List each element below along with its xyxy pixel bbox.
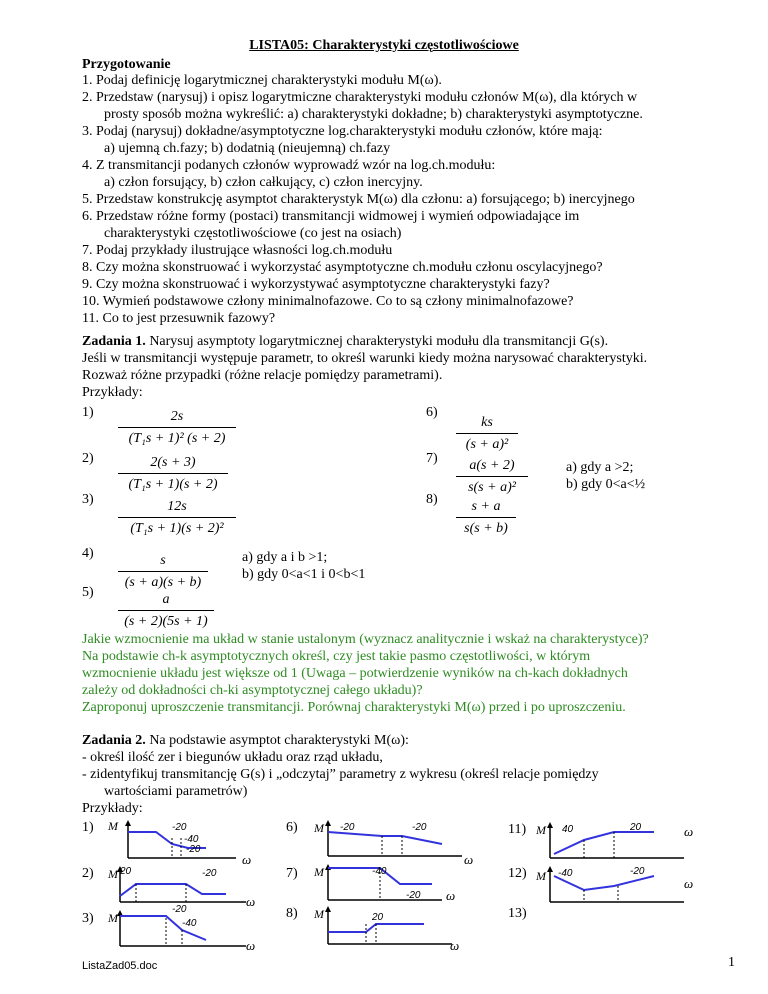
task1-intro-line — [82, 334, 608, 350]
example-7-numerator: a(s + 2) — [469, 458, 515, 473]
green-question-3: wzmocnienie układu jest większe od 1 (Uwaga – potwierdzenie wyników na ch-kach dokładnych — [82, 666, 628, 681]
prep-line-6b: charakterystyki częstotliwościowe (co jest na osiach) — [104, 226, 402, 241]
prep-line-8: 8. Czy można skonstruować i wykorzystać asymptotyczne ch.modułu członu oscylacyjnego? — [82, 260, 603, 275]
green-question-1: Jakie wzmocnienie ma układ w stanie ustalonym (wyznacz analitycznie i wskaż na charakterystyce)? — [82, 632, 649, 647]
graph-8-number: 8) — [286, 906, 298, 921]
graph-12-number: 12) — [508, 866, 527, 881]
graph-2 — [106, 860, 266, 910]
green-question-2: Na podstawie ch-k asymptotycznych określ, czy jest takie pasmo częstotliwości, w którym — [82, 649, 591, 664]
graph-3-number: 3) — [82, 911, 94, 926]
prep-line-1: 1. Podaj definicję logarytmicznej charakterystyki modułu M(ω). — [82, 73, 442, 88]
example-5-denominator: (s + 2)(5s + 1) — [124, 614, 208, 629]
example-5-number: 5) — [82, 585, 94, 600]
task2-heading: Zadania 2. — [82, 733, 146, 748]
graph-11-number: 11) — [508, 822, 527, 837]
example-7-condition-a: a) gdy a >2; — [566, 460, 634, 475]
graph-3-slope-2: -40 — [182, 918, 197, 929]
graph-8 — [312, 902, 482, 952]
graph-8-axis-y: M — [314, 907, 324, 921]
task1-line-1: Jeśli w transmitancji występuje parametr, to określ warunki kiedy można narysować charakterystyki. — [82, 351, 648, 366]
graph-6-axis-x: ω — [464, 852, 474, 867]
example-4-numerator: s — [160, 553, 166, 568]
graph-3-slope-1: -20 — [172, 904, 187, 915]
graph-6-number: 6) — [286, 820, 298, 835]
example-1-numerator: 2s — [170, 409, 184, 424]
example-7-condition-b: b) gdy 0<a<½ — [566, 477, 646, 492]
graph-2-axis-y: M — [108, 867, 118, 881]
task1-line-3: Przykłady: — [82, 385, 143, 400]
graph-2-slope-2: -20 — [202, 868, 217, 879]
graph-13-number: 13) — [508, 906, 527, 921]
page-number: 1 — [728, 955, 735, 970]
graph-2-number: 2) — [82, 866, 94, 881]
prep-line-3b: a) ujemną ch.fazy; b) dodatnią (nieujemną) ch.fazy — [104, 141, 391, 156]
example-2-numerator: 2(s + 3) — [150, 455, 196, 470]
graph-11-slope-1: 40 — [562, 824, 574, 835]
example-1-denominator: (T₁s + 1)² (s + 2) — [128, 431, 226, 446]
example-4-fraction — [118, 552, 208, 591]
graph-1-slope-2: -40 — [184, 834, 199, 845]
graph-1-axis-y: M — [108, 819, 118, 833]
graph-1-slope-3: -20 — [186, 844, 201, 855]
example-7-fraction — [456, 457, 528, 496]
graph-12 — [534, 860, 704, 910]
task2-intro-line — [82, 733, 409, 749]
graph-3-axis-y: M — [108, 911, 118, 925]
prep-heading: Przygotowanie — [82, 57, 171, 72]
graph-7-axis-y: M — [314, 865, 324, 879]
example-4-denominator: (s + a)(s + b) — [124, 575, 202, 590]
graph-12-slope-2: -20 — [630, 866, 645, 877]
prep-line-3: 3. Podaj (narysuj) dokładne/asymptotyczne log.charakterystyki modułu członów, które mają: — [82, 124, 603, 139]
example-3-numerator: 12s — [167, 499, 187, 514]
graph-11-slope-2: 20 — [630, 822, 642, 833]
graph-6-axis-y: M — [314, 821, 324, 835]
prep-line-2: 2. Przedstaw (narysuj) i opisz logarytmiczne charakterystyki modułu członów M(ω), dla których w — [82, 90, 638, 105]
example-3-number: 3) — [82, 492, 94, 507]
graph-1-number: 1) — [82, 820, 94, 835]
graph-7-number: 7) — [286, 866, 298, 881]
graph-12-slope-1: -40 — [558, 868, 573, 879]
graph-8-axis-x: ω — [450, 938, 460, 953]
graph-11-axis-y: M — [536, 823, 546, 837]
example-4-condition-b: b) gdy 0<a<1 i 0<b<1 — [242, 567, 366, 582]
task2-line-2: - zidentyfikuj transmitancję G(s) i „odczytaj” parametry z wykresu (określ relacje pomiędzy — [82, 767, 599, 782]
example-1-number: 1) — [82, 405, 94, 420]
graph-3 — [106, 904, 266, 954]
example-2-denominator: (T₁s + 1)(s + 2) — [128, 477, 218, 492]
graph-6-slope-1: -20 — [340, 822, 355, 833]
page-title: LISTA05: Charakterystyki częstotliwościowe — [249, 38, 519, 53]
prep-line-5: 5. Przedstaw konstrukcję asymptot charakterystyk M(ω) dla członu: a) forsującego; b) inercyjnego — [82, 192, 635, 207]
graph-1-slope-1: -20 — [172, 822, 187, 833]
graph-12-axis-y: M — [536, 869, 546, 883]
example-2-number: 2) — [82, 451, 94, 466]
example-4-number: 4) — [82, 546, 94, 561]
example-3-denominator: (T₁s + 1)(s + 2)² — [130, 521, 224, 536]
graph-7-slope-1: -40 — [372, 866, 387, 877]
prep-line-2b: prosty sposób można wykreślić: a) charakterystyki dokładne; b) charakterystyki asymptotyczne. — [104, 107, 643, 122]
example-1-fraction — [118, 408, 236, 447]
example-6-numerator: ks — [481, 415, 493, 430]
graph-1-axis-x: ω — [242, 852, 252, 867]
example-3-fraction — [118, 498, 236, 537]
graph-2-axis-x: ω — [246, 894, 256, 909]
example-2-fraction — [118, 454, 228, 493]
task1-line-2: Rozważ różne przypadki (różne relacje pomiędzy parametrami). — [82, 368, 443, 383]
green-question-5: Zaproponuj uproszczenie transmitancji. Porównaj charakterystyki M(ω) przed i po uproszczeniu. — [82, 700, 626, 715]
prep-line-4b: a) człon forsujący, b) człon całkujący, c) człon inercyjny. — [104, 175, 423, 190]
graph-2-slope-1: 20 — [120, 866, 132, 877]
graph-6 — [312, 816, 482, 866]
example-7-denominator: s(s + a)² — [468, 480, 516, 495]
task2-line-1: - określ ilość zer i biegunów układu oraz rząd układu, — [82, 750, 383, 765]
example-8-numerator: s + a — [471, 499, 501, 514]
example-5-numerator: a — [162, 592, 170, 607]
task2-intro: Na podstawie asymptot charakterystyki M(ω): — [149, 733, 409, 748]
example-7-number: 7) — [426, 451, 438, 466]
prep-line-11: 11. Co to jest przesuwnik fazowy? — [82, 311, 276, 326]
task1-intro: Narysuj asymptoty logarytmicznej charakterystyki modułu dla transmitancji G(s). — [149, 334, 609, 349]
task2-line-3: Przykłady: — [82, 801, 143, 816]
prep-line-9: 9. Czy można skonstruować i wykorzystywać asymptotyczne charakterystyki fazy? — [82, 277, 550, 292]
graph-11-axis-x: ω — [684, 824, 694, 839]
graph-3-axis-x: ω — [246, 938, 256, 953]
prep-line-7: 7. Podaj przykłady ilustrujące własności log.ch.modułu — [82, 243, 393, 258]
task2-line-2b: wartościami parametrów) — [104, 784, 248, 799]
prep-line-4: 4. Z transmitancji podanych członów wyprowadź wzór na log.ch.modułu: — [82, 158, 496, 173]
prep-line-10: 10. Wymień podstawowe człony minimalnofazowe. Co to są człony minimalnofazowe? — [82, 294, 574, 309]
task1-heading: Zadania 1. — [82, 334, 146, 349]
graph-6-slope-2: -20 — [412, 822, 427, 833]
graph-7-slope-2: -20 — [406, 890, 421, 901]
example-6-denominator: (s + a)² — [465, 437, 509, 452]
example-6-fraction — [456, 414, 518, 453]
prep-line-6: 6. Przedstaw różne formy (postaci) transmitancji widmowej i wymień odpowiadające im — [82, 209, 580, 224]
example-4-condition-a: a) gdy a i b >1; — [242, 550, 328, 565]
graph-7-axis-x: ω — [446, 888, 456, 903]
graph-12-axis-x: ω — [684, 876, 694, 891]
example-8-fraction — [456, 498, 516, 537]
green-question-4: zależy od dokładności ch-ki asymptotycznej całego układu)? — [82, 683, 423, 698]
example-8-denominator: s(s + b) — [464, 521, 508, 536]
example-5-fraction — [118, 591, 214, 630]
example-6-number: 6) — [426, 405, 438, 420]
example-8-number: 8) — [426, 492, 438, 507]
footer-filename: ListaZad05.doc — [82, 960, 158, 972]
graph-8-slope-1: 20 — [372, 912, 384, 923]
